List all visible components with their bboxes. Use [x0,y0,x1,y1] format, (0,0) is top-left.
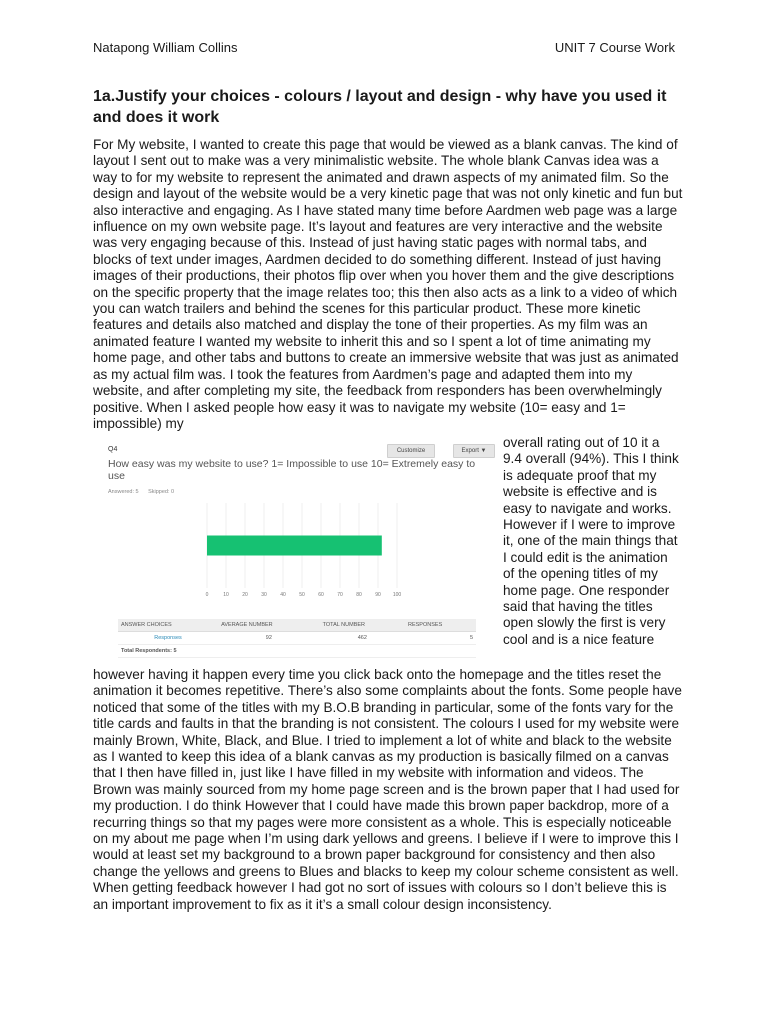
x-tick-label: 50 [299,592,305,598]
x-tick-label: 10 [223,592,229,598]
bar-chart-svg [205,503,405,598]
x-tick-label: 30 [261,592,267,598]
customize-button[interactable]: Customize [387,444,435,458]
x-tick-label: 80 [356,592,362,598]
response-meta [108,489,182,495]
x-tick-label: 60 [318,592,324,598]
author-name: Natapong William Collins [93,40,238,55]
col-header-responses: RESPONSES [405,619,476,632]
bar-chart [205,503,405,598]
skipped-count: Skipped: 0 [148,489,175,495]
question-title: How easy was my website to use? 1= Impossible to use 10= Extremely easy to use [108,458,476,482]
survey-result-card [103,441,493,659]
x-tick-label: 20 [242,592,248,598]
side-paragraph: overall rating out of 10 it a 9.4 overall (94%). This I think is adequate proof that my website is effective and is easy to navigate and works. However if I were to improve it, one of the main things that I could edit is the animation of the opening titles of my home page. One responder said that having the titles open slowly the first is very cool and is a nice feature [503,435,679,647]
average-number-cell: 92 [218,632,320,645]
x-tick-label: 90 [375,592,381,598]
x-tick-label: 70 [337,592,343,598]
col-header-total-number: TOTAL NUMBER [320,619,405,632]
response-table [118,619,476,658]
x-tick-label: 40 [280,592,286,598]
bar-responses[interactable] [207,536,382,556]
col-header-answer-choices: ANSWER CHOICES [118,619,218,632]
responses-link[interactable]: Responses [118,632,218,645]
question-number: Q4 [108,446,118,453]
table-header-row [118,619,476,632]
paragraph-text: For My website, I wanted to create this page that would be viewed as a blank canvas. The kind of layout I sent out to make was a very minimalistic website. The whole blank Canvas idea was a way to for my website to represent the animated and drawn aspects of my animated film. So the design and layout of the website would be a very kinetic page that was not only kinetic and fun but also interactive and engaging. As I have stated many time before Aardmen web page was a large influence on my own website page. It’s layout and features are very interactive and the website was very engaging because of this. Instead of just having static pages with normal tabs, and blocks of text under images, Aardmen decided to do something different. Instead of just having images of their productions, their photos flip over when you hover them and the give descriptions on the specific property that the image relates too; this then also acts as a link to a video of which you can watch trailers and behind the scenes for this particular product. These more kinetic features and details also matched and display the tone of their properties. As my film was an animated feature I wanted my website to inherit this and so I spent a lot of time animating my home page, and other tabs and buttons to create an immersive website that was just as animated as my actual film was. I took the features from Aardmen’s page and adapted them into my website, and after completing my site, the feedback from responders has been overwhelmingly positive. When I asked people how easy it was to navigate my website (10= easy and 1= impossible) my [93,137,683,431]
body-paragraph-1 [93,137,683,432]
answered-count: Answered: 5 [108,489,139,495]
table-total-row [118,645,476,658]
export-button[interactable]: Export ▼ [453,444,495,458]
total-number-cell: 462 [320,632,405,645]
body-paragraph-2: however having it happen every time you click back onto the homepage and the titles reset the animation it becomes repetitive. There’s also some complaints about the fonts. Some people have noticed that some of the titles with my B.O.B branding in particular, some of the fonts vary for the title cards and faults in that the branding is not consistent. The colours I used for my website were mainly Brown, White, Black, and Blue. I tried to implement a lot of white and black to the website as I wanted to keep this idea of a blank canvas as my production is basically filmed on a canvas that I then have filled in, just like I have filled in my website with information and videos. The Brown was mainly sourced from my home page screen and is the brown paper that I had used for my production. I do think However that I could have made this brown paper backdrop, more of a recurring things so that my pages were more consistent as a whole. This is especially noticeable on my about me page when I’m using dark yellows and greens. I believe if I were to improve this I would at least set my background to a brown paper background for consistency and then also change the yellows and greens to Blues and blacks to keep my colour scheme consistent as well. When getting feedback however I had got no sort of issues with colours so I don’t believe this is an important improvement to fix as it it’s a small colour design inconsistency. [93,667,682,912]
total-respondents: Total Respondents: 5 [118,645,476,658]
responses-cell: 5 [405,632,476,645]
x-tick-label: 100 [392,592,402,598]
table-row [118,632,476,645]
col-header-average-number: AVERAGE NUMBER [218,619,320,632]
section-heading: 1a.Justify your choices - colours / layout and design - why have you used it and does it work [93,88,667,126]
page-header [93,40,675,60]
course-title: UNIT 7 Course Work [554,40,675,55]
x-tick-label: 0 [205,592,209,598]
